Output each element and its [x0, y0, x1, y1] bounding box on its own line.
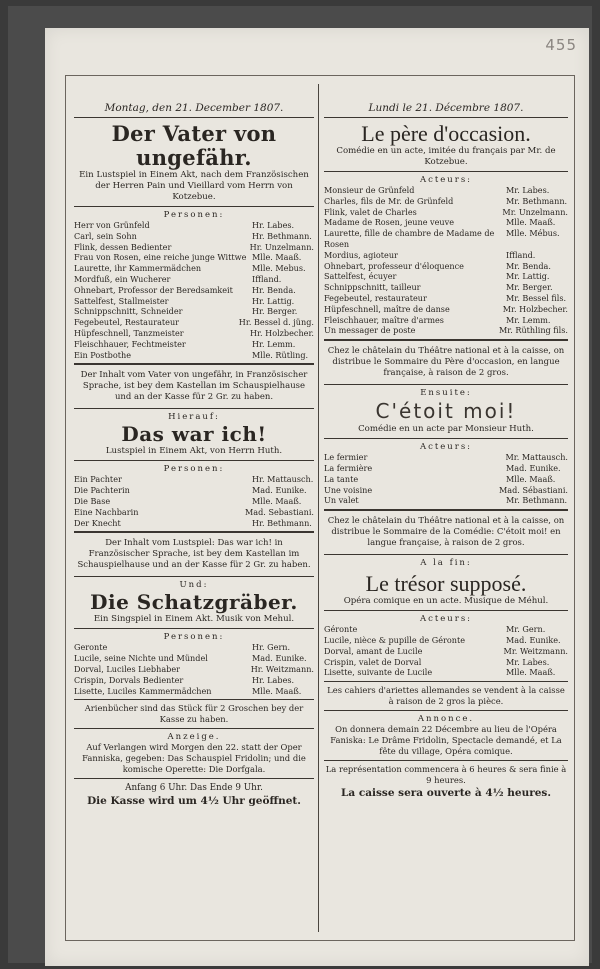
cast-row — [74, 664, 314, 675]
role-name: Un messager de poste — [324, 325, 416, 336]
cast-row — [74, 285, 314, 296]
role-name: Ohnebart, Professor der Beredsamkeit — [74, 284, 233, 295]
personen-heading-3: Personen: — [163, 632, 225, 643]
french-subtitle-3: Opéra comique en un acte. Musique de Méhul. — [343, 596, 549, 607]
role-name: Hüpfeschnell, Tanzmeister — [74, 327, 184, 338]
start-end-times: Anfang 6 Uhr. Das Ende 9 Uhr. — [125, 783, 263, 794]
german-column — [74, 76, 314, 940]
hierauf-heading: Hierauf: — [168, 412, 220, 423]
cast-row — [324, 207, 568, 218]
cast-row — [74, 274, 314, 285]
german-subtitle-3: Ein Singspiel in Einem Akt. Musik von Mehul. — [93, 614, 295, 625]
cast-row — [324, 271, 568, 282]
ensuite-heading: Ensuite: — [420, 388, 472, 399]
role-name: Le fermier — [324, 452, 368, 463]
und-heading: Und: — [179, 580, 209, 591]
divider-line — [74, 206, 314, 207]
divider-line — [74, 699, 314, 700]
cast-row — [324, 315, 568, 326]
actor-name: Mr. Lemm. — [506, 314, 551, 325]
actor-name: Mad. Eunike. — [252, 653, 307, 664]
actor-name: Mlle. Rütling. — [252, 349, 309, 360]
french-date: Lundi le 21. Décembre 1807. — [324, 76, 568, 118]
role-name: Flink, valet de Charles — [324, 206, 417, 217]
actor-name: Mr. Bethmann. — [506, 195, 568, 206]
divider-line — [324, 760, 568, 761]
role-name: Sattelfest, Stallmeister — [74, 295, 169, 306]
role-name: Lisette, Luciles Kammermädchen — [74, 685, 212, 696]
role-name: Fegebeutel, Restaurateur — [74, 317, 180, 328]
role-name: Ohnebart, professeur d'éloquence — [324, 260, 464, 271]
divider-line — [74, 531, 314, 533]
role-name: Die Pachterin — [74, 485, 130, 496]
role-name: Un valet — [324, 495, 359, 506]
role-name: Dorval, Luciles Liebhaber — [74, 663, 180, 674]
german-title-1: Der Vater von ungefähr. — [111, 121, 277, 170]
divider-line — [74, 628, 314, 629]
cast-row — [74, 252, 314, 263]
french-cast-list-3 — [324, 624, 568, 678]
actor-name: Hr. Bethmann. — [252, 230, 312, 241]
role-name: Carl, sein Sohn — [74, 230, 137, 241]
actor-name: Mad. Sebastiani. — [245, 506, 314, 517]
cast-row — [324, 485, 568, 496]
cast-row — [74, 653, 314, 664]
role-name: Crispin, Dorvals Bedienter — [74, 674, 184, 685]
acteurs-heading: Acteurs: — [419, 175, 473, 185]
personen-heading: Personen: — [163, 210, 225, 220]
role-name: Mordfuß, ein Wucherer — [74, 273, 171, 284]
role-name: Laurette, fille de chambre de Madame de Rosen — [324, 228, 495, 249]
actor-name: Mr. Rüthling fils. — [498, 325, 568, 336]
french-subtitle-1: Comédie en un acte, imitée du français par Mr. de Kotzebue. — [336, 146, 556, 167]
cast-row — [324, 282, 568, 293]
actor-name: Hr. Berger. — [252, 306, 298, 317]
german-cast-list-1 — [74, 220, 314, 360]
acteurs-heading-2: Acteurs: — [419, 442, 473, 453]
cast-row — [74, 485, 314, 496]
actor-name: Hr. Mattausch. — [252, 474, 314, 485]
divider-line — [74, 778, 314, 779]
actor-name: Hr. Benda. — [252, 284, 296, 295]
french-title-2: C'étoit moi! — [375, 399, 517, 424]
cast-row — [324, 250, 568, 261]
actor-name: Mlle. Maaß. — [252, 495, 302, 506]
actor-name: Mlle. Mebus. — [252, 263, 306, 274]
cast-row — [74, 507, 314, 518]
cast-row — [324, 261, 568, 272]
role-name: Fegebeutel, restaurateur — [324, 292, 427, 303]
actor-name: Mr. Berger. — [506, 282, 553, 293]
cast-row — [74, 339, 314, 350]
alafin-heading: A la fin: — [420, 558, 472, 569]
actor-name: Mlle. Mébus. — [506, 228, 560, 239]
margin-number: 455 — [545, 36, 577, 54]
role-name: Schnippschnitt, tailleur — [324, 282, 421, 293]
cast-row — [74, 675, 314, 686]
cast-row — [74, 242, 314, 253]
actor-name: Iffland. — [252, 273, 282, 284]
column-divider — [318, 84, 319, 932]
role-name: Lucile, seine Nichte und Mündel — [74, 653, 208, 664]
cast-row — [324, 196, 568, 207]
scan-background — [8, 6, 592, 963]
actor-name: Mad. Eunike. — [506, 634, 561, 645]
cast-row — [324, 624, 568, 635]
cast-row — [74, 231, 314, 242]
cast-row — [324, 452, 568, 463]
cast-row — [74, 220, 314, 231]
divider-line — [324, 438, 568, 439]
actor-name: Hr. Bethmann. — [252, 517, 312, 528]
role-name: Hüpfeschnell, maître de danse — [324, 303, 450, 314]
role-name: La tante — [324, 473, 359, 484]
actor-name: Mad. Eunike. — [252, 485, 307, 496]
role-name: Laurette, ihr Kammermädchen — [74, 263, 202, 274]
role-name: Eine Nachbarin — [74, 506, 139, 517]
divider-line — [324, 610, 568, 611]
anzeige-heading: Anzeige. — [167, 732, 221, 743]
role-name: Lisette, suivante de Lucile — [324, 667, 433, 678]
role-name: Fleischhauer, Fechtmeister — [74, 338, 186, 349]
playbill-frame — [65, 75, 575, 941]
actor-name: Mr. Unzelmann. — [502, 206, 568, 217]
role-name: Lucile, nièce & pupille de Géronte — [324, 634, 465, 645]
actor-name: Hr. Lattig. — [252, 295, 295, 306]
german-subtitle-1: Ein Lustspiel in Einem Akt, nach dem Französischen der Herren Pain und Vieillard vom Herrn von Kotzebue. — [79, 170, 309, 202]
role-name: Frau von Rosen, eine reiche junge Wittwe — [74, 252, 247, 263]
role-name: Fleischhauer, maître d'armes — [324, 314, 444, 325]
cast-row — [324, 635, 568, 646]
role-name: Ein Pachter — [74, 474, 122, 485]
actor-name: Hr. Labes. — [252, 674, 295, 685]
cast-row — [324, 293, 568, 304]
role-name: Madame de Rosen, jeune veuve — [324, 217, 454, 228]
cast-row — [74, 296, 314, 307]
role-name: Mordius, agioteur — [324, 249, 398, 260]
role-name: Sattelfest, écuyer — [324, 271, 397, 282]
actor-name: Hr. Labes. — [252, 220, 295, 230]
role-name: Die Base — [74, 495, 111, 506]
actor-name: Mr. Benda. — [506, 260, 551, 271]
cast-row — [324, 495, 568, 506]
playbill-page — [45, 28, 589, 966]
german-paragraph-1: Der Inhalt vom Vater von ungefähr, in Französischer Sprache, ist bey dem Kastellan im Schauspielhause und an der Kasse für 2 Gr. zu haben. — [80, 370, 308, 403]
cast-row — [74, 474, 314, 485]
german-cast-list-2 — [74, 474, 314, 528]
actor-name: Mr. Mattausch. — [505, 452, 568, 463]
french-paragraph-2: Chez le châtelain du Théâtre national et à la caisse, on distribue le Sommaire de la Comédie: C'étoit moi! en langue française, à raison de 2 gros. — [327, 516, 565, 549]
anzeige-text: Auf Verlangen wird Morgen den 22. statt der Oper Fanniska, gegeben: Das Schauspiel Fridolin; und die komische Operette: Die Dorfgala. — [82, 742, 306, 775]
cast-row — [324, 304, 568, 315]
actor-name: Mlle. Maaß. — [252, 685, 302, 696]
annonce-text: On donnera demain 22 Décembre au lieu de l'Opéra Faniska: Le Drâme Fridolin, Spectacle demandé, et La fête du village, Opéra comique. — [330, 724, 562, 757]
cast-row — [74, 642, 314, 653]
cast-row — [74, 263, 314, 274]
annonce-heading: Annonce. — [417, 714, 475, 725]
cast-row — [324, 667, 568, 678]
actor-name: Mr. Bessel fils. — [506, 292, 567, 303]
acteurs-heading-3: Acteurs: — [419, 614, 473, 625]
cast-row — [324, 325, 568, 336]
role-name: Herr von Grünfeld — [74, 220, 150, 230]
actor-name: Mr. Holzbecher. — [502, 303, 568, 314]
divider-line — [324, 681, 568, 682]
actor-name: Hr. Gern. — [252, 642, 291, 653]
actor-name: Mlle. Maaß. — [252, 252, 302, 263]
actor-name: Hr. Bessel d. jüng. — [238, 317, 314, 328]
french-title-1: Le père d'occasion. — [361, 121, 531, 146]
actor-name: Mr. Weitzmann. — [503, 645, 568, 656]
cast-row — [324, 185, 568, 196]
cast-row — [74, 686, 314, 697]
cast-row — [324, 463, 568, 474]
actor-name: Hr. Lemm. — [252, 338, 296, 349]
actor-name: Hr. Weitzmann. — [250, 663, 314, 674]
divider-line — [324, 509, 568, 511]
cast-row — [324, 474, 568, 485]
cast-row — [74, 328, 314, 339]
cast-row — [324, 657, 568, 668]
actor-name: Mr. Labes. — [506, 656, 550, 667]
cast-row — [324, 217, 568, 228]
cast-row — [324, 646, 568, 657]
role-name: La fermière — [324, 462, 373, 473]
french-column — [324, 76, 568, 940]
cast-row — [74, 317, 314, 328]
actor-name: Mr. Bethmann. — [506, 495, 568, 506]
personen-heading-2: Personen: — [163, 464, 225, 475]
german-date: Montag, den 21. December 1807. — [74, 76, 314, 118]
german-subtitle-2: Lustspiel in Einem Akt, von Herrn Huth. — [105, 446, 283, 457]
german-title-3: Die Schatzgräber. — [90, 590, 298, 615]
german-paragraph-2: Der Inhalt vom Lustspiel: Das war ich! in Französischer Sprache, ist bey dem Kastellan im Schauspielhause und an der Kasse für 2 Gr. zu haben. — [77, 538, 311, 571]
french-paragraph-1: Chez le châtelain du Théâtre national et à la caisse, on distribue le Sommaire du Père d'occasion, en langue française, à raison de 2 gros. — [327, 346, 565, 379]
french-cast-list-2 — [324, 452, 568, 506]
divider-line — [74, 363, 314, 365]
actor-name: Hr. Holzbecher. — [249, 327, 314, 338]
actor-name: Iffland. — [506, 249, 536, 260]
representation-times: La représentation commencera à 6 heures & sera finie à 9 heures. — [325, 764, 567, 786]
actor-name: Mad. Eunike. — [506, 462, 561, 473]
role-name: Der Knecht — [74, 517, 121, 528]
cast-row — [74, 496, 314, 507]
actor-name: Mad. Sébastiani. — [499, 484, 568, 495]
actor-name: Mr. Gern. — [506, 624, 546, 635]
role-name: Ein Postbothe — [74, 349, 131, 360]
actor-name: Mlle. Maaß. — [506, 667, 556, 678]
role-name: Dorval, amant de Lucile — [324, 645, 423, 656]
french-subtitle-2: Comédie en un acte par Monsieur Huth. — [358, 424, 534, 435]
caisse-opening: La caisse sera ouverte à 4½ heures. — [340, 787, 551, 800]
divider-line — [324, 384, 568, 385]
divider-line — [324, 710, 568, 711]
kasse-opening: Die Kasse wird um 4½ Uhr geöffnet. — [87, 795, 301, 808]
divider-line — [74, 460, 314, 461]
cast-row — [324, 228, 568, 250]
divider-line — [324, 554, 568, 555]
french-cast-list-1 — [324, 185, 568, 336]
actor-name: Hr. Unzelmann. — [249, 241, 314, 252]
role-name: Charles, fils de Mr. de Grünfeld — [324, 195, 454, 206]
actor-name: Mr. Lattig. — [506, 271, 550, 282]
actor-name: Mlle. Maaß. — [506, 473, 556, 484]
divider-line — [324, 339, 568, 341]
role-name: Une voisine — [324, 484, 373, 495]
role-name: Crispin, valet de Dorval — [324, 656, 422, 667]
cahiers-notice: Les cahiers d'ariettes allemandes se vendent à la caisse à raison de 2 gros la pièce. — [327, 685, 565, 707]
role-name: Géronte — [324, 624, 358, 635]
role-name: Monsieur de Grünfeld — [324, 185, 415, 195]
german-title-2: Das war ich! — [121, 422, 267, 447]
role-name: Schnippschnitt, Schneider — [74, 306, 183, 317]
actor-name: Mlle. Maaß. — [506, 217, 556, 228]
role-name: Flink, dessen Bedienter — [74, 241, 172, 252]
arien-notice: Arienbücher sind das Stück für 2 Groschen bey der Kasse zu haben. — [84, 703, 304, 725]
divider-line — [74, 408, 314, 409]
cast-row — [74, 518, 314, 529]
german-cast-list-3 — [74, 642, 314, 696]
divider-line — [324, 171, 568, 172]
role-name: Geronte — [74, 642, 108, 653]
actor-name: Mr. Labes. — [506, 185, 550, 195]
divider-line — [74, 576, 314, 577]
cast-row — [74, 350, 314, 361]
divider-line — [74, 728, 314, 729]
french-title-3: Le trésor supposé. — [365, 571, 527, 597]
cast-row — [74, 306, 314, 317]
